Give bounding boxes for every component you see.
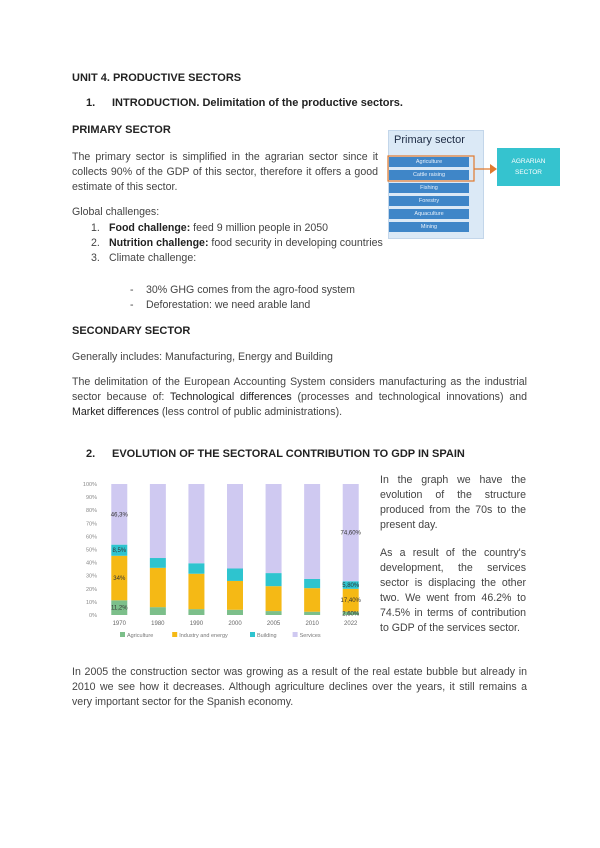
- closing-paragraph: In 2005 the construction sector was growing as a result of the real estate bubble but already in 2010 we see how it decreases. Although agriculture declines over the years, it still remains a very important sector for the Spanish economy.: [72, 666, 527, 708]
- bar-segment: [188, 609, 204, 615]
- legend-label: Services: [299, 633, 321, 639]
- secondary-sector-heading: SECONDARY SECTOR: [72, 325, 191, 337]
- climate-point: - 30% GHG comes from the agro-food system: [128, 283, 355, 298]
- legend-swatch: [172, 632, 177, 637]
- y-tick-label: 30%: [85, 573, 97, 580]
- bar-segment: [266, 586, 282, 611]
- y-tick-label: 70%: [85, 521, 97, 528]
- section1-title: INTRODUCTION. Delimitation of the productive sectors.: [112, 97, 403, 109]
- data-label: 2,60%: [342, 611, 360, 618]
- challenge-item: 2. Nutrition challenge: food security in developing countries: [91, 237, 383, 249]
- section2-title: EVOLUTION OF THE SECTORAL CONTRIBUTION TO GDP IN SPAIN: [112, 448, 465, 460]
- section1-heading: [86, 97, 403, 109]
- x-tick-label: 1970: [112, 621, 126, 627]
- bar-segment: [227, 484, 243, 568]
- challenges-intro: Global challenges:: [72, 206, 160, 218]
- primary-paragraph: The primary sector is simplified in the agrarian sector since it collects 90% of the GDP of this sector, therefore it offers a good estimate of this sector.: [72, 151, 378, 193]
- legend-label: Industry and energy: [179, 633, 228, 639]
- arrow-head-icon: [490, 164, 497, 174]
- bar-segment: [266, 611, 282, 615]
- x-tick-label: 1980: [151, 621, 165, 627]
- agrarian-sector-box: AGRARIAN SECTOR: [497, 148, 560, 186]
- diagram-title: Primary sector: [394, 134, 465, 146]
- bar-segment: [188, 574, 204, 609]
- climate-points: [128, 283, 355, 313]
- diagram-item: Fishing: [389, 183, 469, 193]
- secondary-includes: Generally includes: Manufacturing, Energy and Building: [72, 351, 333, 363]
- diagram-highlight-and-arrow: [385, 155, 500, 185]
- gdp-sector-chart: [72, 472, 375, 642]
- data-label: 74,60%: [340, 530, 361, 537]
- data-label: 11,2%: [110, 605, 128, 612]
- y-tick-label: 80%: [85, 508, 97, 515]
- legend-swatch: [293, 632, 298, 637]
- challenges-list: [91, 221, 391, 266]
- diagram-item: Aquaculture: [389, 209, 469, 219]
- y-tick-label: 50%: [85, 547, 97, 554]
- data-label: 34%: [113, 576, 126, 583]
- bar-segment: [266, 573, 282, 586]
- data-label: 17,40%: [340, 598, 361, 605]
- bar-segment: [304, 588, 320, 612]
- data-label: 8,5%: [112, 548, 127, 555]
- primary-sector-heading: PRIMARY SECTOR: [72, 124, 171, 136]
- challenge-item: 3. Climate challenge:: [91, 252, 197, 264]
- bar-segment: [150, 568, 166, 607]
- bar-segment: [304, 579, 320, 588]
- legend-swatch: [120, 632, 125, 637]
- bar-segment: [227, 581, 243, 610]
- bar-segment: [150, 484, 166, 558]
- challenge-item: 1. Food challenge: feed 9 million people in 2050: [91, 222, 329, 234]
- bar-segment: [227, 610, 243, 615]
- section2-number: 2.: [86, 448, 96, 460]
- secondary-paragraph: The delimitation of the European Accounting System considers manufacturing as the industrial sector because of: Technological differences (processes and technological innovations) and Market differences (less control of public administrations).: [72, 376, 528, 418]
- y-tick-label: 90%: [85, 495, 97, 502]
- bar-segment: [188, 484, 204, 563]
- x-tick-label: 1990: [189, 621, 204, 627]
- legend-label: Agriculture: [127, 633, 154, 639]
- data-label: 5,80%: [342, 583, 360, 590]
- diagram-item: Agriculture: [389, 157, 469, 167]
- evolution-text-1: In the graph we have the evolution of the structure produced from the 70s to the present day.: [380, 474, 526, 531]
- bar-segment: [188, 563, 204, 573]
- bar-segment: [266, 484, 282, 573]
- y-tick-label: 40%: [85, 560, 97, 567]
- evolution-text-2: As a result of the country's development, the services sector is displacing the other two. We went from 46.2% to 74.5% in terms of contribution to GDP of the services sector.: [380, 547, 526, 634]
- section2-heading: [86, 448, 465, 460]
- x-tick-label: 2000: [228, 621, 242, 627]
- bar-segment: [304, 612, 320, 615]
- bar-segment: [150, 607, 166, 615]
- y-tick-label: 0%: [89, 613, 97, 619]
- x-tick-label: 2010: [305, 621, 319, 627]
- y-tick-label: 10%: [85, 599, 97, 606]
- y-tick-label: 60%: [85, 534, 97, 541]
- y-tick-label: 100%: [82, 482, 97, 488]
- x-tick-label: 2005: [266, 621, 281, 627]
- bar-segment: [227, 568, 243, 580]
- legend-swatch: [250, 632, 255, 637]
- unit-title: UNIT 4. PRODUCTIVE SECTORS: [72, 72, 242, 84]
- bar-segment: [304, 484, 320, 579]
- y-tick-label: 20%: [85, 586, 97, 593]
- legend-label: Building: [257, 633, 277, 639]
- diagram-item: Mining: [389, 222, 469, 232]
- diagram-item: Forestry: [389, 196, 469, 206]
- bar-segment: [150, 558, 166, 568]
- section1-number: 1.: [86, 97, 96, 109]
- data-label: 46,3%: [110, 512, 128, 519]
- diagram-item: Cattle raising: [389, 170, 469, 180]
- x-tick-label: 2022: [344, 621, 358, 627]
- climate-point: - Deforestation: we need arable land: [128, 298, 355, 313]
- highlight-box: [388, 156, 474, 181]
